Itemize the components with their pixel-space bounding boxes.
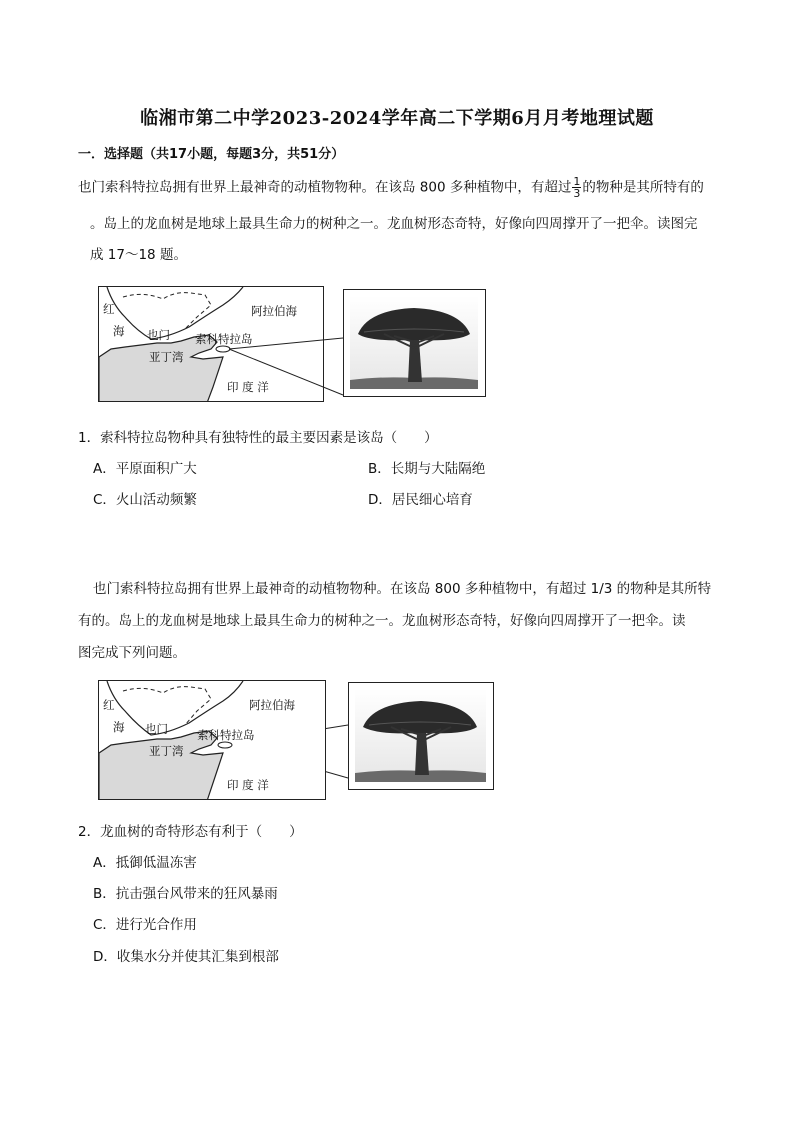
- dragon-tree-image-2: [349, 683, 492, 788]
- map2-label-socotra: 索科特拉岛: [197, 728, 255, 742]
- q2-option-b[interactable]: B．抗击强台风带来的狂风暴雨: [93, 886, 278, 902]
- page-title: 临湘市第二中学2023-2024学年高二下学期6月月考地理试题: [140, 108, 654, 129]
- map2-label-red-sea-2: 海: [113, 720, 125, 734]
- q2-option-c[interactable]: C．进行光合作用: [93, 917, 197, 933]
- q2-option-a[interactable]: A．抵御低温冻害: [93, 855, 197, 871]
- q2-stem: 2．龙血树的奇特形态有利于（ ）: [78, 824, 303, 840]
- map-label-socotra: 索科特拉岛: [195, 332, 253, 346]
- map2-label-gulf-of-aden: 亚丁湾: [149, 744, 184, 758]
- map-label-red-sea-1: 红: [103, 302, 115, 316]
- intro2-line2: 有的。岛上的龙血树是地球上最具生命力的树种之一。龙血树形态奇特，好像向四周撑开了一把伞。读: [78, 613, 686, 629]
- q1-stem: 1．索科特拉岛物种具有独特性的最主要因素是该岛（ ）: [78, 430, 438, 446]
- map2-label-arabian-sea: 阿拉伯海: [249, 698, 295, 712]
- dragon-tree-photo-1: [343, 289, 486, 397]
- dragon-tree-image-1: [344, 290, 484, 395]
- section-heading: 一．选择题（共17小题，每题3分，共51分）: [78, 147, 345, 162]
- map-label-gulf-of-aden: 亚丁湾: [149, 350, 184, 364]
- map-label-indian-ocean: 印 度 洋: [227, 380, 269, 394]
- intro1-line3: 成 17～18 题。: [90, 247, 187, 263]
- q1-option-c[interactable]: C．火山活动频繁: [93, 492, 197, 508]
- socotra-map-2: [98, 680, 326, 800]
- intro1-text-before: 也门索科特拉岛拥有世界上最神奇的动植物物种。在该岛 800 多种植物中，有超过: [78, 179, 572, 196]
- map-label-arabian-sea: 阿拉伯海: [251, 304, 297, 318]
- q2-option-d[interactable]: D．收集水分并使其汇集到根部: [93, 949, 279, 965]
- map-label-yemen: 也门: [147, 328, 170, 342]
- intro1-text-after: 的物种是其所特有的: [582, 179, 704, 196]
- q1-option-a[interactable]: A．平原面积广大: [93, 461, 197, 477]
- intro2-line3: 图完成下列问题。: [78, 645, 186, 661]
- map-label-red-sea-2: 海: [113, 324, 125, 338]
- fraction-numerator: 1: [573, 175, 581, 188]
- map2-label-indian-ocean: 印 度 洋: [227, 778, 269, 792]
- q1-option-d[interactable]: D．居民细心培育: [368, 492, 473, 508]
- intro2-line1: 也门索科特拉岛拥有世界上最神奇的动植物物种。在该岛 800 多种植物中，有超过 1/3 的物种是其所特: [93, 581, 712, 597]
- dragon-tree-photo-2: [348, 682, 494, 790]
- fraction-denominator: 3: [573, 187, 581, 200]
- map2-label-red-sea-1: 红: [103, 698, 115, 712]
- map2-label-yemen: 也门: [145, 722, 168, 736]
- intro1-line2: 。岛上的龙血树是地球上最具生命力的树种之一。龙血树形态奇特，好像向四周撑开了一把伞。读图完: [90, 216, 698, 232]
- q1-option-b[interactable]: B．长期与大陆隔绝: [368, 461, 486, 477]
